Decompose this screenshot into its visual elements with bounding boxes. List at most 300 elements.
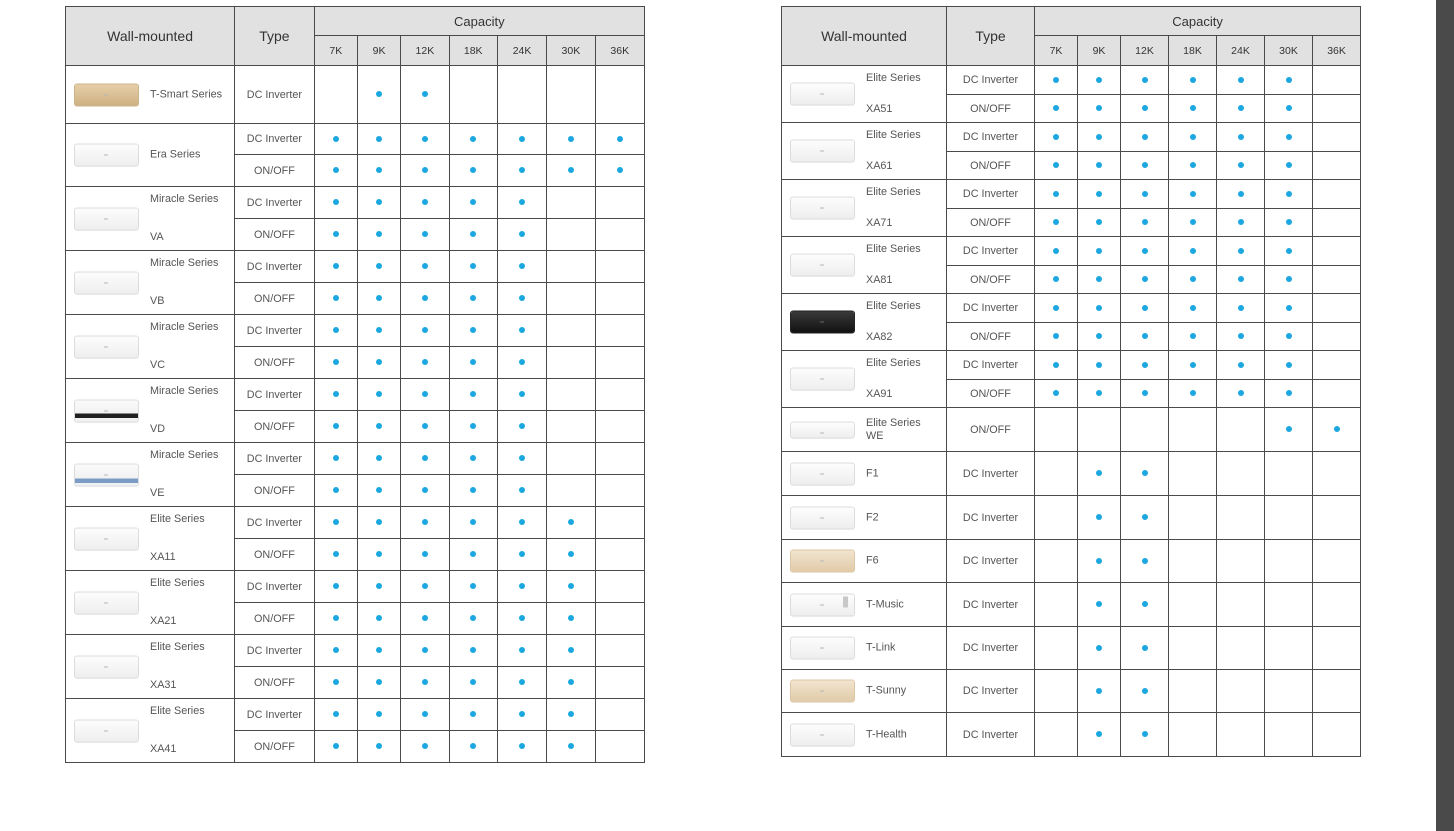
air-conditioner-unit-image bbox=[791, 84, 854, 105]
capacity-cell-30k bbox=[1265, 496, 1313, 540]
capacity-cell-36k bbox=[595, 539, 644, 571]
availability-dot-icon bbox=[1286, 248, 1292, 254]
availability-dot-icon bbox=[568, 679, 574, 685]
capacity-cell-36k bbox=[595, 507, 644, 539]
capacity-cell-12k bbox=[1121, 266, 1169, 294]
product-cell bbox=[66, 66, 235, 124]
header-wall-mounted: Wall-mounted bbox=[782, 7, 947, 66]
type-cell: DC Inverter bbox=[235, 443, 315, 475]
capacity-cell-36k bbox=[1313, 583, 1361, 627]
capacity-cell-36k bbox=[1313, 627, 1361, 670]
product-cell bbox=[782, 627, 947, 670]
capacity-cell-12k bbox=[401, 315, 449, 347]
availability-dot-icon bbox=[333, 711, 339, 717]
availability-dot-icon bbox=[1096, 77, 1102, 83]
availability-dot-icon bbox=[1096, 105, 1102, 111]
series-name: Elite Series bbox=[150, 705, 205, 717]
capacity-cell-12k bbox=[401, 251, 449, 283]
availability-dot-icon bbox=[1142, 219, 1148, 225]
capacity-cell-12k bbox=[401, 379, 449, 411]
capacity-cell-18k bbox=[1169, 152, 1217, 180]
capacity-cell-9k bbox=[1078, 452, 1121, 496]
capacity-cell-18k bbox=[449, 603, 497, 635]
capacity-cell-18k bbox=[449, 347, 497, 379]
type-cell: DC Inverter bbox=[947, 496, 1035, 540]
type-cell: DC Inverter bbox=[947, 66, 1035, 95]
availability-dot-icon bbox=[1096, 248, 1102, 254]
availability-dot-icon bbox=[1053, 219, 1059, 225]
type-cell: ON/OFF bbox=[235, 283, 315, 315]
availability-dot-icon bbox=[568, 551, 574, 557]
product-cell bbox=[66, 699, 235, 763]
capacity-cell-12k bbox=[1121, 540, 1169, 583]
availability-dot-icon bbox=[1190, 77, 1196, 83]
availability-dot-icon bbox=[1096, 219, 1102, 225]
capacity-cell-18k bbox=[1169, 496, 1217, 540]
air-conditioner-unit-image bbox=[791, 594, 854, 615]
capacity-cell-12k bbox=[1121, 408, 1169, 452]
availability-dot-icon bbox=[1238, 105, 1244, 111]
table-row bbox=[782, 408, 1361, 452]
capacity-cell-12k bbox=[1121, 496, 1169, 540]
availability-dot-icon bbox=[422, 615, 428, 621]
capacity-cell-24k bbox=[497, 283, 546, 315]
availability-dot-icon bbox=[1096, 470, 1102, 476]
capacity-cell-7k bbox=[314, 667, 357, 699]
capacity-cell-30k bbox=[547, 635, 595, 667]
table-row bbox=[66, 124, 645, 155]
capacity-cell-9k bbox=[1078, 152, 1121, 180]
availability-dot-icon bbox=[1142, 333, 1148, 339]
series-name: Miracle Series bbox=[150, 257, 219, 269]
capacity-cell-18k bbox=[1169, 266, 1217, 294]
model-name: XA82 bbox=[866, 331, 893, 343]
capacity-cell-9k bbox=[1078, 294, 1121, 323]
type-cell: ON/OFF bbox=[947, 95, 1035, 123]
availability-dot-icon bbox=[470, 551, 476, 557]
availability-dot-icon bbox=[376, 199, 382, 205]
type-cell: DC Inverter bbox=[235, 66, 315, 124]
type-cell: ON/OFF bbox=[235, 667, 315, 699]
capacity-cell-18k bbox=[449, 667, 497, 699]
capacity-cell-30k bbox=[547, 475, 595, 507]
table-row bbox=[66, 699, 645, 731]
capacity-cell-9k bbox=[357, 635, 400, 667]
availability-dot-icon bbox=[1142, 248, 1148, 254]
availability-dot-icon bbox=[1142, 688, 1148, 694]
availability-dot-icon bbox=[1286, 390, 1292, 396]
capacity-cell-18k bbox=[1169, 294, 1217, 323]
availability-dot-icon bbox=[470, 295, 476, 301]
capacity-cell-18k bbox=[449, 219, 497, 251]
series-name: T-Health bbox=[866, 728, 907, 740]
series-name: Elite Series bbox=[866, 243, 921, 255]
availability-dot-icon bbox=[519, 647, 525, 653]
series-name: Elite Series bbox=[866, 129, 921, 141]
availability-dot-icon bbox=[333, 583, 339, 589]
capacity-cell-30k bbox=[547, 667, 595, 699]
capacity-cell-7k bbox=[314, 443, 357, 475]
type-cell: ON/OFF bbox=[235, 731, 315, 763]
capacity-cell-18k bbox=[1169, 323, 1217, 351]
table-row bbox=[66, 507, 645, 539]
table-row bbox=[782, 670, 1361, 713]
availability-dot-icon bbox=[1053, 390, 1059, 396]
product-cell bbox=[782, 66, 947, 123]
table-row bbox=[66, 443, 645, 475]
availability-dot-icon bbox=[333, 551, 339, 557]
table-row bbox=[66, 315, 645, 347]
capacity-cell-24k bbox=[497, 731, 546, 763]
availability-dot-icon bbox=[1286, 162, 1292, 168]
air-conditioner-unit-image bbox=[791, 198, 854, 219]
availability-dot-icon bbox=[376, 487, 382, 493]
capacity-cell-9k bbox=[1078, 95, 1121, 123]
capacity-cell-24k bbox=[1217, 323, 1265, 351]
capacity-cell-7k bbox=[1035, 670, 1078, 713]
availability-dot-icon bbox=[1238, 77, 1244, 83]
availability-dot-icon bbox=[519, 583, 525, 589]
type-cell: ON/OFF bbox=[947, 323, 1035, 351]
capacity-cell-18k bbox=[1169, 627, 1217, 670]
capacity-cell-24k bbox=[1217, 123, 1265, 152]
capacity-cell-30k bbox=[547, 155, 595, 187]
capacity-cell-9k bbox=[1078, 266, 1121, 294]
capacity-cell-12k bbox=[1121, 323, 1169, 351]
table-row bbox=[782, 713, 1361, 757]
air-conditioner-unit-image bbox=[791, 724, 854, 745]
product-cell bbox=[782, 670, 947, 713]
availability-dot-icon bbox=[519, 327, 525, 333]
capacity-cell-18k bbox=[449, 251, 497, 283]
capacity-cell-7k bbox=[1035, 452, 1078, 496]
capacity-cell-7k bbox=[314, 251, 357, 283]
availability-dot-icon bbox=[519, 231, 525, 237]
availability-dot-icon bbox=[519, 711, 525, 717]
capacity-cell-24k bbox=[1217, 627, 1265, 670]
availability-dot-icon bbox=[422, 359, 428, 365]
capacity-cell-12k bbox=[1121, 452, 1169, 496]
availability-dot-icon bbox=[1053, 276, 1059, 282]
availability-dot-icon bbox=[470, 679, 476, 685]
capacity-cell-36k bbox=[595, 379, 644, 411]
capacity-cell-30k bbox=[1265, 266, 1313, 294]
capacity-cell-24k bbox=[1217, 266, 1265, 294]
capacity-cell-12k bbox=[1121, 670, 1169, 713]
type-cell: DC Inverter bbox=[947, 180, 1035, 209]
capacity-cell-18k bbox=[449, 187, 497, 219]
capacity-cell-18k bbox=[449, 66, 497, 124]
capacity-cell-30k bbox=[1265, 323, 1313, 351]
capacity-cell-24k bbox=[497, 347, 546, 379]
availability-dot-icon bbox=[376, 679, 382, 685]
availability-dot-icon bbox=[422, 679, 428, 685]
header-capacity: Capacity bbox=[314, 7, 644, 36]
air-conditioner-unit-image bbox=[75, 145, 138, 166]
product-cell bbox=[782, 123, 947, 180]
availability-dot-icon bbox=[519, 519, 525, 525]
capacity-cell-36k bbox=[595, 699, 644, 731]
table-row bbox=[782, 452, 1361, 496]
availability-dot-icon bbox=[519, 136, 525, 142]
capacity-cell-30k bbox=[547, 379, 595, 411]
capacity-cell-30k bbox=[1265, 95, 1313, 123]
model-name: XA11 bbox=[150, 551, 176, 563]
capacity-cell-24k bbox=[497, 699, 546, 731]
capacity-cell-30k bbox=[547, 124, 595, 155]
capacity-cell-30k bbox=[547, 66, 595, 124]
capacity-cell-36k bbox=[595, 251, 644, 283]
availability-dot-icon bbox=[1096, 162, 1102, 168]
capacity-cell-36k bbox=[595, 219, 644, 251]
availability-dot-icon bbox=[470, 231, 476, 237]
table-row bbox=[66, 66, 645, 124]
availability-dot-icon bbox=[1053, 362, 1059, 368]
type-cell: ON/OFF bbox=[947, 152, 1035, 180]
availability-dot-icon bbox=[376, 423, 382, 429]
availability-dot-icon bbox=[1238, 162, 1244, 168]
model-name: VD bbox=[150, 423, 165, 435]
product-cell bbox=[66, 443, 235, 507]
capacity-cell-18k bbox=[449, 699, 497, 731]
capacity-cell-18k bbox=[1169, 452, 1217, 496]
series-name: Elite Series bbox=[150, 577, 205, 589]
availability-dot-icon bbox=[376, 583, 382, 589]
capacity-cell-18k bbox=[449, 731, 497, 763]
capacity-cell-30k bbox=[1265, 237, 1313, 266]
capacity-cell-12k bbox=[401, 635, 449, 667]
air-conditioner-unit-image bbox=[791, 551, 854, 572]
capacity-cell-30k bbox=[1265, 209, 1313, 237]
product-cell bbox=[66, 571, 235, 635]
air-conditioner-unit-image bbox=[75, 720, 138, 741]
availability-dot-icon bbox=[568, 136, 574, 142]
capacity-cell-7k bbox=[1035, 123, 1078, 152]
capacity-cell-18k bbox=[1169, 670, 1217, 713]
availability-dot-icon bbox=[1096, 645, 1102, 651]
capacity-cell-30k bbox=[547, 571, 595, 603]
availability-dot-icon bbox=[333, 743, 339, 749]
availability-dot-icon bbox=[1096, 134, 1102, 140]
capacity-cell-9k bbox=[357, 411, 400, 443]
availability-dot-icon bbox=[470, 487, 476, 493]
model-name: XA71 bbox=[866, 217, 893, 229]
air-conditioner-unit-image bbox=[791, 507, 854, 528]
availability-dot-icon bbox=[422, 231, 428, 237]
availability-dot-icon bbox=[1142, 390, 1148, 396]
availability-dot-icon bbox=[422, 263, 428, 269]
series-name: F6 bbox=[866, 554, 879, 567]
capacity-cell-30k bbox=[547, 699, 595, 731]
capacity-cell-36k bbox=[1313, 323, 1361, 351]
availability-dot-icon bbox=[470, 519, 476, 525]
availability-dot-icon bbox=[470, 327, 476, 333]
capacity-cell-30k bbox=[547, 539, 595, 571]
product-cell bbox=[782, 713, 947, 757]
capacity-cell-24k bbox=[497, 635, 546, 667]
capacity-cell-36k bbox=[1313, 209, 1361, 237]
capacity-header-12k: 12K bbox=[1121, 36, 1169, 66]
capacity-cell-9k bbox=[1078, 583, 1121, 627]
availability-dot-icon bbox=[333, 423, 339, 429]
air-conditioner-unit-image bbox=[75, 400, 138, 421]
capacity-cell-9k bbox=[357, 219, 400, 251]
availability-dot-icon bbox=[470, 199, 476, 205]
capacity-cell-18k bbox=[1169, 408, 1217, 452]
model-name: WE bbox=[866, 429, 884, 442]
type-cell: DC Inverter bbox=[235, 571, 315, 603]
availability-dot-icon bbox=[1286, 305, 1292, 311]
capacity-cell-12k bbox=[401, 475, 449, 507]
availability-dot-icon bbox=[376, 455, 382, 461]
capacity-cell-12k bbox=[1121, 583, 1169, 627]
vertical-scrollbar[interactable] bbox=[1436, 0, 1454, 831]
availability-dot-icon bbox=[1238, 219, 1244, 225]
availability-dot-icon bbox=[519, 295, 525, 301]
product-cell bbox=[66, 124, 235, 187]
capacity-cell-12k bbox=[401, 443, 449, 475]
type-cell: DC Inverter bbox=[947, 583, 1035, 627]
capacity-cell-9k bbox=[357, 475, 400, 507]
availability-dot-icon bbox=[1190, 105, 1196, 111]
capacity-cell-18k bbox=[449, 155, 497, 187]
type-cell: DC Inverter bbox=[947, 237, 1035, 266]
capacity-cell-18k bbox=[449, 124, 497, 155]
availability-dot-icon bbox=[1096, 514, 1102, 520]
capacity-cell-36k bbox=[595, 347, 644, 379]
availability-dot-icon bbox=[1190, 333, 1196, 339]
availability-dot-icon bbox=[1096, 191, 1102, 197]
availability-dot-icon bbox=[1238, 390, 1244, 396]
table-row bbox=[782, 496, 1361, 540]
availability-dot-icon bbox=[1286, 362, 1292, 368]
product-cell bbox=[66, 507, 235, 571]
capacity-cell-9k bbox=[1078, 670, 1121, 713]
capacity-header-9k: 9K bbox=[357, 36, 400, 66]
availability-dot-icon bbox=[422, 519, 428, 525]
product-cell bbox=[782, 237, 947, 294]
air-conditioner-unit-image bbox=[791, 463, 854, 484]
capacity-cell-9k bbox=[357, 124, 400, 155]
model-name: XA91 bbox=[866, 388, 893, 400]
availability-dot-icon bbox=[1142, 645, 1148, 651]
availability-dot-icon bbox=[519, 263, 525, 269]
capacity-cell-7k bbox=[314, 571, 357, 603]
capacity-cell-30k bbox=[1265, 123, 1313, 152]
air-conditioner-unit-image bbox=[75, 528, 138, 549]
capacity-header-30k: 30K bbox=[1265, 36, 1313, 66]
capacity-cell-30k bbox=[1265, 294, 1313, 323]
type-cell: DC Inverter bbox=[235, 635, 315, 667]
availability-dot-icon bbox=[470, 263, 476, 269]
availability-dot-icon bbox=[1142, 362, 1148, 368]
availability-dot-icon bbox=[1053, 77, 1059, 83]
capacity-cell-30k bbox=[547, 443, 595, 475]
capacity-cell-12k bbox=[1121, 66, 1169, 95]
air-conditioner-unit-image bbox=[791, 681, 854, 702]
capacity-cell-7k bbox=[1035, 583, 1078, 627]
availability-dot-icon bbox=[1142, 191, 1148, 197]
series-name: F2 bbox=[866, 511, 879, 523]
availability-dot-icon bbox=[333, 199, 339, 205]
capacity-cell-24k bbox=[497, 507, 546, 539]
capacity-cell-18k bbox=[449, 379, 497, 411]
capacity-cell-24k bbox=[497, 155, 546, 187]
availability-dot-icon bbox=[333, 263, 339, 269]
series-name: Elite Series bbox=[866, 357, 921, 369]
availability-dot-icon bbox=[519, 199, 525, 205]
availability-dot-icon bbox=[422, 167, 428, 173]
capacity-header-7k: 7K bbox=[1035, 36, 1078, 66]
capacity-cell-36k bbox=[595, 443, 644, 475]
capacity-cell-36k bbox=[595, 667, 644, 699]
capacity-cell-24k bbox=[1217, 452, 1265, 496]
type-cell: DC Inverter bbox=[235, 315, 315, 347]
capacity-cell-9k bbox=[357, 379, 400, 411]
availability-dot-icon bbox=[1053, 191, 1059, 197]
availability-dot-icon bbox=[1190, 219, 1196, 225]
availability-dot-icon bbox=[1190, 134, 1196, 140]
availability-dot-icon bbox=[422, 199, 428, 205]
capacity-cell-9k bbox=[1078, 713, 1121, 757]
type-cell: DC Inverter bbox=[947, 123, 1035, 152]
availability-dot-icon bbox=[519, 615, 525, 621]
capacity-cell-24k bbox=[1217, 351, 1265, 380]
capacity-cell-36k bbox=[1313, 351, 1361, 380]
capacity-header-24k: 24K bbox=[1217, 36, 1265, 66]
capacity-cell-30k bbox=[547, 219, 595, 251]
capacity-cell-12k bbox=[1121, 627, 1169, 670]
model-name: XA61 bbox=[866, 160, 893, 172]
capacity-cell-30k bbox=[1265, 670, 1313, 713]
availability-dot-icon bbox=[422, 136, 428, 142]
availability-dot-icon bbox=[1142, 470, 1148, 476]
capacity-cell-24k bbox=[497, 475, 546, 507]
capacity-cell-9k bbox=[1078, 496, 1121, 540]
capacity-cell-12k bbox=[401, 66, 449, 124]
capacity-cell-9k bbox=[1078, 627, 1121, 670]
availability-dot-icon bbox=[1286, 134, 1292, 140]
availability-dot-icon bbox=[376, 167, 382, 173]
header-type: Type bbox=[947, 7, 1035, 66]
air-conditioner-unit-image bbox=[791, 369, 854, 390]
series-name: Era Series bbox=[150, 148, 201, 161]
availability-dot-icon bbox=[519, 455, 525, 461]
availability-dot-icon bbox=[1190, 248, 1196, 254]
availability-dot-icon bbox=[1096, 731, 1102, 737]
availability-dot-icon bbox=[470, 423, 476, 429]
capacity-cell-24k bbox=[497, 124, 546, 155]
capacity-cell-7k bbox=[1035, 496, 1078, 540]
table-row bbox=[66, 635, 645, 667]
availability-dot-icon bbox=[333, 295, 339, 301]
availability-dot-icon bbox=[333, 615, 339, 621]
capacity-cell-36k bbox=[1313, 670, 1361, 713]
availability-dot-icon bbox=[470, 615, 476, 621]
availability-dot-icon bbox=[470, 136, 476, 142]
capacity-cell-36k bbox=[595, 66, 644, 124]
air-conditioner-unit-image bbox=[75, 592, 138, 613]
capacity-cell-36k bbox=[1313, 123, 1361, 152]
capacity-cell-18k bbox=[1169, 180, 1217, 209]
table-row bbox=[782, 66, 1361, 95]
series-name: Elite Series bbox=[150, 513, 205, 525]
capacity-cell-18k bbox=[449, 571, 497, 603]
availability-dot-icon bbox=[470, 391, 476, 397]
availability-dot-icon bbox=[1096, 688, 1102, 694]
availability-dot-icon bbox=[333, 391, 339, 397]
availability-dot-icon bbox=[519, 423, 525, 429]
